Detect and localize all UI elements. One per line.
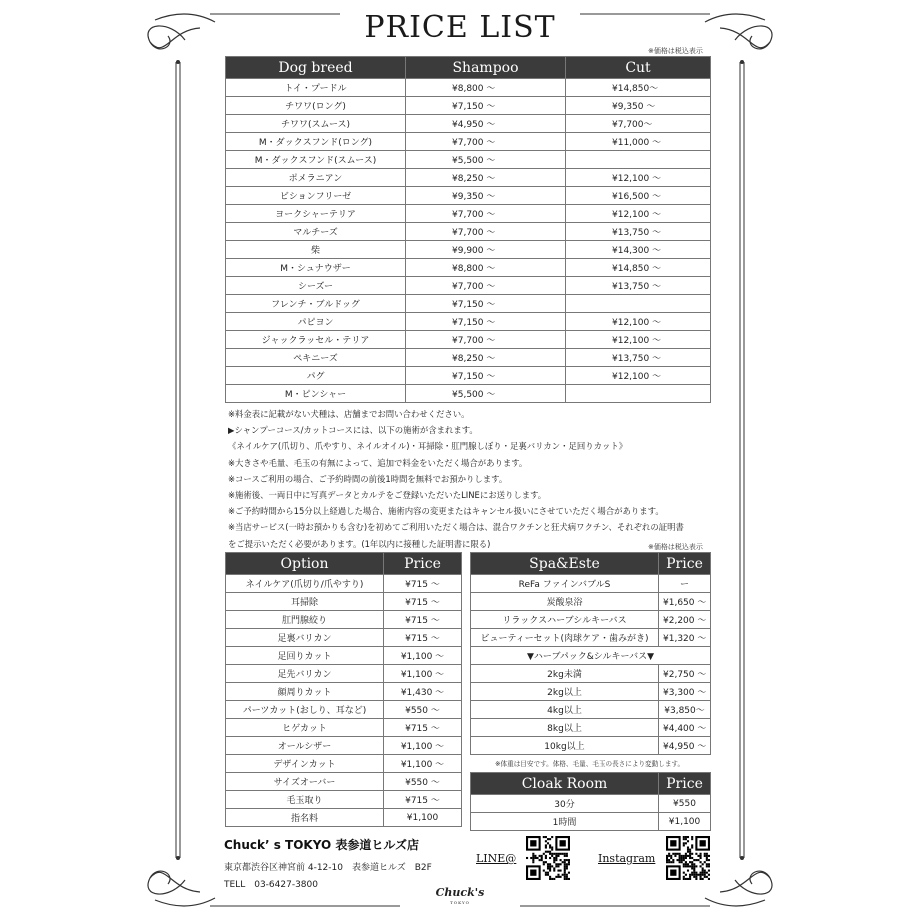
cut-price-cell: ¥13,750 ～ — [566, 223, 711, 241]
shampoo-price-cell: ¥8,800 ～ — [406, 259, 566, 277]
column-header-price: Price — [384, 553, 462, 575]
weight-price-cell: ¥4,400 ～ — [659, 719, 711, 737]
table-row — [471, 737, 711, 755]
breed-name-cell: マルチーズ — [226, 223, 406, 241]
table-header-row — [226, 553, 462, 575]
brand-logo — [430, 886, 490, 905]
option-name-cell: オールシザー — [226, 737, 384, 755]
weight-class-cell: 2kg未満 — [471, 665, 659, 683]
spa-name-cell: ビューティーセット(肉球ケア・歯みがき) — [471, 629, 659, 647]
option-name-cell: 足回りカット — [226, 647, 384, 665]
option-name-cell: ネイルケア(爪切り/爪やすり) — [226, 575, 384, 593]
option-price-cell: ¥1,430 ～ — [384, 683, 462, 701]
dog-breed-price-table — [225, 56, 711, 403]
table-section-row — [471, 647, 711, 665]
shop-info — [224, 836, 432, 890]
table-row — [226, 773, 462, 791]
column-header-cloak: Cloak Room — [471, 773, 659, 795]
breed-name-cell: ヨークシャーテリア — [226, 205, 406, 223]
shampoo-price-cell: ¥9,350 ～ — [406, 187, 566, 205]
cloak-price-cell: ¥550 — [659, 795, 711, 813]
column-header-cut: Cut — [566, 57, 711, 79]
cut-price-cell: ¥12,100 ～ — [566, 331, 711, 349]
note-line: ※コースご利用の場合、ご予約時間の前後1時間を無料でお預かりします。 — [228, 473, 508, 484]
table-row — [226, 683, 462, 701]
breed-name-cell: 柴 — [226, 241, 406, 259]
shampoo-price-cell: ¥7,700 ～ — [406, 223, 566, 241]
note-line: 《ネイルケア(爪切り、爪やすり、ネイルオイル)・耳掃除・肛門腺しぼり・足裏バリカン・足回りカット》 — [228, 441, 628, 452]
table-header-row — [226, 57, 711, 79]
option-name-cell: 顔周りカット — [226, 683, 384, 701]
table-row — [226, 115, 711, 133]
table-row — [226, 755, 462, 773]
cut-price-cell: ¥9,350 ～ — [566, 97, 711, 115]
table-row — [226, 295, 711, 313]
table-row — [226, 277, 711, 295]
option-price-cell: ¥715 ～ — [384, 593, 462, 611]
notes-block — [228, 406, 718, 552]
cut-price-cell: ¥14,300 ～ — [566, 241, 711, 259]
table-row — [226, 593, 462, 611]
note-line: ※大きさや毛量、毛玉の有無によって、追加で料金をいただく場合があります。 — [228, 457, 528, 468]
option-price-cell: ¥1,100 ～ — [384, 737, 462, 755]
shampoo-price-cell: ¥7,700 ～ — [406, 277, 566, 295]
shampoo-price-cell: ¥7,700 ～ — [406, 331, 566, 349]
table-row — [471, 795, 711, 813]
cut-price-cell: ¥14,850～ — [566, 79, 711, 97]
option-name-cell: 耳掃除 — [226, 593, 384, 611]
table-row — [226, 223, 711, 241]
note-line: ▶シャンプーコース/カットコースには、以下の施術が含まれます。 — [228, 425, 478, 436]
table-row — [471, 683, 711, 701]
table-row — [226, 133, 711, 151]
weight-class-cell: 10kg以上 — [471, 737, 659, 755]
breed-name-cell: パグ — [226, 367, 406, 385]
table-row — [471, 719, 711, 737]
table-row — [471, 813, 711, 831]
option-price-cell: ¥715 ～ — [384, 575, 462, 593]
shampoo-price-cell: ¥4,950 ～ — [406, 115, 566, 133]
option-name-cell: 肛門腺絞り — [226, 611, 384, 629]
weight-price-cell: ¥4,950 ～ — [659, 737, 711, 755]
weight-class-cell: 8kg以上 — [471, 719, 659, 737]
table-row — [471, 593, 711, 611]
shampoo-price-cell: ¥7,700 ～ — [406, 205, 566, 223]
table-row — [226, 701, 462, 719]
table-row — [226, 647, 462, 665]
table-row — [226, 97, 711, 115]
table-row — [226, 575, 462, 593]
logo-text: Chuck's — [435, 886, 485, 899]
table-row — [226, 719, 462, 737]
table-row — [226, 737, 462, 755]
logo-sub-text: TOKYO — [450, 900, 470, 905]
cloak-duration-cell: 1時間 — [471, 813, 659, 831]
option-price-cell: ¥715 ～ — [384, 611, 462, 629]
weight-price-cell: ¥3,850～ — [659, 701, 711, 719]
option-price-cell: ¥715 ～ — [384, 629, 462, 647]
cut-price-cell: ¥11,000 ～ — [566, 133, 711, 151]
option-price-cell: ¥1,100 ～ — [384, 665, 462, 683]
line-label[interactable]: LINE@ — [476, 852, 517, 865]
shampoo-price-cell: ¥7,150 ～ — [406, 295, 566, 313]
note-line: ※当店サービス(一時お預かりも含む)を初めてご利用いただく場合は、混合ワクチンと狂犬病ワクチン、それぞれの証明書 — [228, 522, 684, 533]
breed-name-cell: ポメラニアン — [226, 169, 406, 187]
cut-price-cell: ¥12,100 ～ — [566, 313, 711, 331]
cut-price-cell: ¥13,750 ～ — [566, 277, 711, 295]
breed-name-cell: チワワ(ロング) — [226, 97, 406, 115]
weight-class-cell: 2kg以上 — [471, 683, 659, 701]
page-title: PRICE LIST — [364, 10, 556, 45]
option-name-cell: 足先バリカン — [226, 665, 384, 683]
cut-price-cell: ¥12,100 ～ — [566, 169, 711, 187]
table-row — [226, 349, 711, 367]
column-header-option: Option — [226, 553, 384, 575]
spa-price-cell: ¥2,200 ～ — [659, 611, 711, 629]
table-row — [226, 187, 711, 205]
table-row — [471, 629, 711, 647]
table-row — [226, 385, 711, 403]
shampoo-price-cell: ¥8,250 ～ — [406, 169, 566, 187]
shop-tel: TELL 03-6427-3800 — [224, 880, 318, 890]
option-price-cell: ¥715 ～ — [384, 719, 462, 737]
tax-note-bottom: ※価格は税込表示 — [648, 543, 703, 551]
table-row — [226, 169, 711, 187]
option-price-cell: ¥1,100 ～ — [384, 755, 462, 773]
breed-name-cell: ペキニーズ — [226, 349, 406, 367]
cut-price-cell: ¥7,700～ — [566, 115, 711, 133]
shop-address: 東京都渋谷区神宮前 4-12-10 表参道ヒルズ B2F — [224, 863, 432, 873]
option-price-cell: ¥1,100 — [384, 809, 462, 827]
option-name-cell: パーツカット(おしり、耳など) — [226, 701, 384, 719]
table-row — [471, 665, 711, 683]
table-row — [471, 575, 711, 593]
shampoo-price-cell: ¥8,800 ～ — [406, 79, 566, 97]
table-row — [226, 259, 711, 277]
shampoo-price-cell: ¥5,500 ～ — [406, 385, 566, 403]
table-row — [471, 611, 711, 629]
cloak-price-cell: ¥1,100 — [659, 813, 711, 831]
table-row — [226, 313, 711, 331]
breed-name-cell: M・ピンシャー — [226, 385, 406, 403]
spa-price-cell: ー — [659, 575, 711, 593]
table-row — [226, 611, 462, 629]
breed-name-cell: シーズー — [226, 277, 406, 295]
table-header-row — [471, 553, 711, 575]
table-row — [226, 241, 711, 259]
shampoo-price-cell: ¥7,150 ～ — [406, 97, 566, 115]
option-name-cell: 指名料 — [226, 809, 384, 827]
table-row — [226, 205, 711, 223]
column-header-breed: Dog breed — [226, 57, 406, 79]
instagram-qr-code-icon[interactable] — [666, 836, 710, 880]
spa-price-cell: ¥1,650 ～ — [659, 593, 711, 611]
note-line: ※施術後、一両日中に写真データとカルテをご登録いただいたLINEにお送りします。 — [228, 490, 547, 501]
instagram-label[interactable]: Instagram — [598, 852, 656, 865]
cut-price-cell: ¥12,100 ～ — [566, 367, 711, 385]
shampoo-price-cell: ¥5,500 ～ — [406, 151, 566, 169]
shampoo-price-cell: ¥7,150 ～ — [406, 367, 566, 385]
spa-name-cell: ReFa ファインバブルS — [471, 575, 659, 593]
table-row — [226, 629, 462, 647]
spa-name-cell: 炭酸泉浴 — [471, 593, 659, 611]
table-row — [226, 79, 711, 97]
column-header-shampoo: Shampoo — [406, 57, 566, 79]
cut-price-cell: ¥16,500 ～ — [566, 187, 711, 205]
option-price-cell: ¥715 ～ — [384, 791, 462, 809]
option-price-cell: ¥1,100 ～ — [384, 647, 462, 665]
table-header-row — [471, 773, 711, 795]
option-price-cell: ¥550 ～ — [384, 701, 462, 719]
table-row — [226, 331, 711, 349]
table-row — [226, 809, 462, 827]
breed-name-cell: チワワ(スムース) — [226, 115, 406, 133]
breed-name-cell: フレンチ・ブルドッグ — [226, 295, 406, 313]
weight-footnote: ※体重は目安です。体格、毛量、毛玉の長さにより変動します。 — [495, 760, 685, 768]
breed-name-cell: ジャックラッセル・テリア — [226, 331, 406, 349]
spa-name-cell: リラックスハーブシルキーバス — [471, 611, 659, 629]
shampoo-price-cell: ¥9,900 ～ — [406, 241, 566, 259]
breed-name-cell: ビションフリーゼ — [226, 187, 406, 205]
breed-name-cell: M・ダックスフンド(ロング) — [226, 133, 406, 151]
cut-price-cell — [566, 151, 711, 169]
option-name-cell: デザインカット — [226, 755, 384, 773]
note-line: ※ご予約時間から15分以上経過した場合、施術内容の変更またはキャンセル扱いにさせていただく場合があります。 — [228, 506, 664, 517]
cut-price-cell — [566, 385, 711, 403]
table-row — [226, 367, 711, 385]
table-row — [471, 701, 711, 719]
cloak-room-price-table — [470, 772, 711, 831]
option-name-cell: 毛玉取り — [226, 791, 384, 809]
table-row — [226, 151, 711, 169]
line-qr-code-icon[interactable] — [526, 836, 570, 880]
cut-price-cell: ¥14,850 ～ — [566, 259, 711, 277]
column-header-price: Price — [659, 553, 711, 575]
option-name-cell: サイズオーバー — [226, 773, 384, 791]
breed-name-cell: M・シュナウザー — [226, 259, 406, 277]
note-line: をご提示いただく必要があります。(1年以内に接種した証明書に限る) — [228, 538, 491, 549]
option-name-cell: 足裏バリカン — [226, 629, 384, 647]
spa-este-price-table — [470, 552, 711, 755]
shampoo-price-cell: ¥8,250 ～ — [406, 349, 566, 367]
shop-name: Chuck’ s TOKYO 表参道ヒルズ店 — [224, 838, 420, 852]
shampoo-price-cell: ¥7,150 ～ — [406, 313, 566, 331]
herb-pack-section-label: ▼ハーブパック&シルキーバス▼ — [471, 647, 711, 665]
weight-class-cell: 4kg以上 — [471, 701, 659, 719]
tax-note-top: ※価格は税込表示 — [648, 47, 703, 55]
breed-name-cell: M・ダックスフンド(スムース) — [226, 151, 406, 169]
cut-price-cell: ¥12,100 ～ — [566, 205, 711, 223]
table-row — [226, 665, 462, 683]
spa-price-cell: ¥1,320 ～ — [659, 629, 711, 647]
column-header-price: Price — [659, 773, 711, 795]
option-name-cell: ヒゲカット — [226, 719, 384, 737]
shampoo-price-cell: ¥7,700 ～ — [406, 133, 566, 151]
note-line: ※料金表に記載がない犬種は、店舗までお問い合わせください。 — [228, 409, 470, 419]
cloak-duration-cell: 30分 — [471, 795, 659, 813]
weight-price-cell: ¥3,300 ～ — [659, 683, 711, 701]
cut-price-cell — [566, 295, 711, 313]
table-row — [226, 791, 462, 809]
option-price-cell: ¥550 ～ — [384, 773, 462, 791]
breed-name-cell: トイ・プードル — [226, 79, 406, 97]
column-header-spa: Spa&Este — [471, 553, 659, 575]
cut-price-cell: ¥13,750 ～ — [566, 349, 711, 367]
weight-price-cell: ¥2,750 ～ — [659, 665, 711, 683]
option-price-table — [225, 552, 462, 827]
breed-name-cell: パピヨン — [226, 313, 406, 331]
